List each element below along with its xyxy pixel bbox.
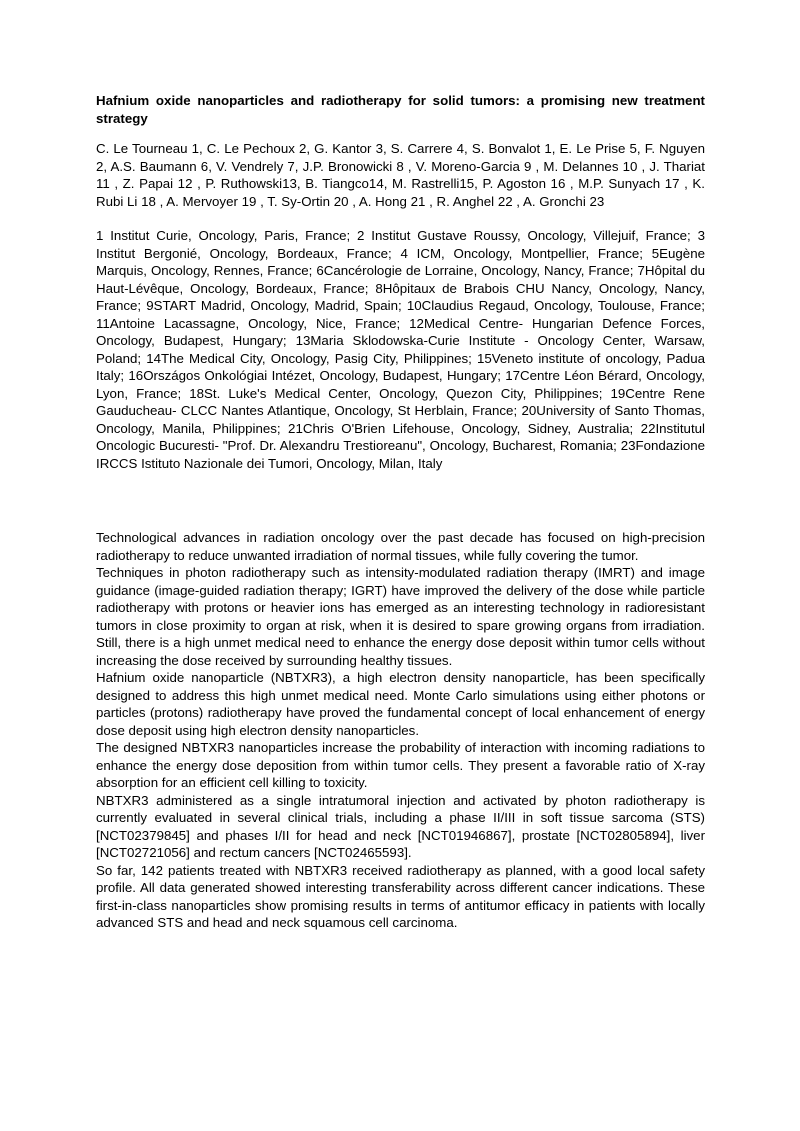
abstract-paragraph-3: Hafnium oxide nanoparticle (NBTXR3), a high electron density nanoparticle, has been specifically designed to address this high unmet medical need. Monte Carlo simulations using either photons or particles (protons) radiotherapy have proved the fundamental concept of local enhancement of energy dose deposit using high electron density nanoparticles. xyxy=(96,670,705,738)
abstract-paragraph-6: So far, 142 patients treated with NBTXR3 received radiotherapy as planned, with a good local safety profile. All data generated showed interesting transferability across different cancer indications. These first-in-class nanoparticles show promising results in terms of antitumor efficacy in patients with locally advanced STS and head and neck squamous cell carcinoma. xyxy=(96,862,705,930)
abstract-paragraph-5: NBTXR3 administered as a single intratumoral injection and activated by photon radiotherapy is currently evaluated in several clinical trials, including a phase II/III in soft tissue sarcoma (STS) [NCT02379845] and phases I/II for head and neck [NCT01946867], prostate [NCT02805894], liver [NCT02721056] and rectum cancers [NCT02465593]. xyxy=(96,792,705,860)
abstract-paragraph-4: The designed NBTXR3 nanoparticles increase the probability of interaction with incoming radiations to enhance the energy dose deposition from within tumor cells. They present a favorable ratio of X-ray absorption for an efficient cell killing to toxicity. xyxy=(96,740,705,790)
abstract-paragraph-1: Technological advances in radiation oncology over the past decade has focused on high-precision radiotherapy to reduce unwanted irradiation of normal tissues, while fully covering the tumor. xyxy=(96,530,705,563)
abstract-body xyxy=(96,529,705,932)
author-list: C. Le Tourneau 1, C. Le Pechoux 2, G. Kantor 3, S. Carrere 4, S. Bonvalot 1, E. Le Prise 5, F. Nguyen 2, A.S. Baumann 6, V. Vendrely 7, J.P. Bronowicki 8 , V. Moreno-Garcia 9 , M. Delannes 10 , J. Thariat 11 , Z. Papai 12 , P. Ruthowski13, B. Tiangco14, M. Rastrelli15, P. Agoston 16 , M.P. Sunyach 17 , K. Rubi Li 18 , A. Mervoyer 19 , T. Sy-Ortin 20 , A. Hong 21 , R. Anghel 22 , A. Gronchi 23 xyxy=(96,141,705,209)
abstract-paragraph-2: Techniques in photon radiotherapy such as intensity-modulated radiation therapy (IMRT) and image guidance (image-guided radiation therapy; IGRT) have improved the delivery of the dose while particle radiotherapy with protons or heavier ions has emerged as an interesting technology in radioresistant tumors in close proximity to organ at risk, when it is desired to spare growing organs from irradiation. Still, there is a high unmet medical need to enhance the energy dose deposit within tumor cells without increasing the dose received by surrounding healthy tissues. xyxy=(96,565,705,668)
abstract-content xyxy=(96,92,705,932)
affiliation-list: 1 Institut Curie, Oncology, Paris, France; 2 Institut Gustave Roussy, Oncology, Villejuif, France; 3 Institut Bergonié, Oncology, Bordeaux, France; 4 ICM, Oncology, Montpellier, France; 5Eugène Marquis, Oncology, Rennes, France; 6Cancérologie de Lorraine, Oncology, Nancy, France; 7Hôpital du Haut-Lévêque, Oncology, Bordeaux, France; 8Hôpitaux de Brabois CHU Nancy, Oncology, Nancy, France; 9START Madrid, Oncology, Madrid, Spain; 10Claudius Regaud, Oncology, Toulouse, France; 11Antoine Lacassagne, Oncology, Nice, France; 12Medical Centre- Hungarian Defence Forces, Oncology, Budapest, Hungary; 13Maria Sklodowska-Curie Institute - Oncology Center, Warsaw, Poland; 14The Medical City, Oncology, Pasig City, Philippines; 15Veneto institute of oncology, Padua Italy; 16Országos Onkológiai Intézet, Oncology, Budapest, Hungary; 17Centre Léon Bérard, Oncology, Lyon, France; 18St. Luke's Medical Center, Oncology, Quezon City, Philippines; 19Centre Rene Gauducheau- CLCC Nantes Atlantique, Oncology, St Herblain, France; 20University of Santo Thomas, Oncology, Manila, Philippines; 21Chris O'Brien Lifehouse, Oncology, Sidney, Australia; 22Institutul Oncologic Bucuresti- "Prof. Dr. Alexandru Trestioreanu", Oncology, Bucharest, Romania; 23Fondazione IRCCS Istituto Nazionale dei Tumori, Oncology, Milan, Italy xyxy=(96,228,705,471)
paper-title: Hafnium oxide nanoparticles and radiotherapy for solid tumors: a promising new treatment strategy xyxy=(96,93,705,126)
